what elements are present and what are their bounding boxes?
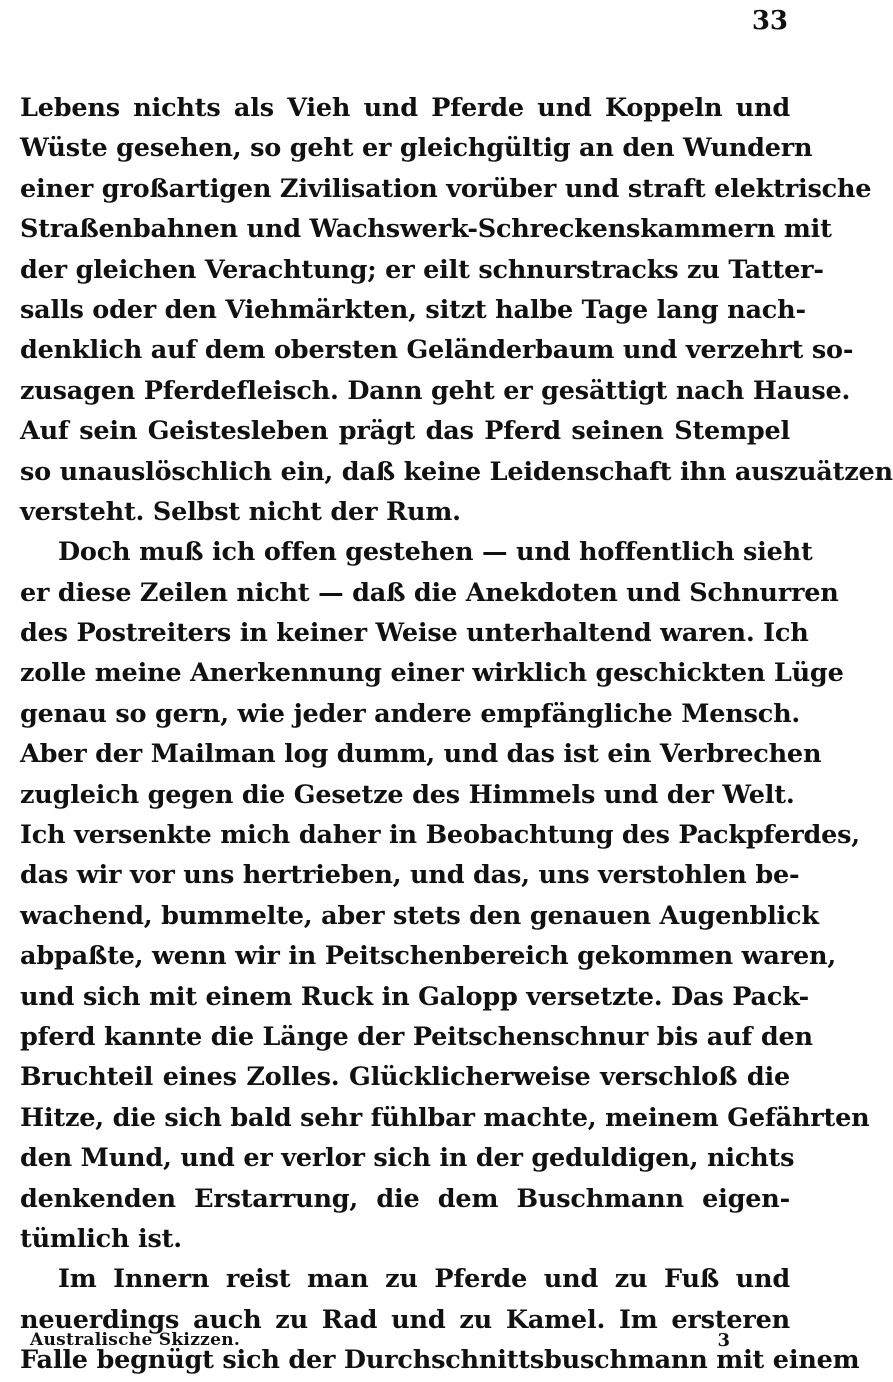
text-line: Doch muß ich offen gestehen — und hoffentlich sieht — [58, 537, 813, 568]
body-text — [20, 88, 893, 1381]
text-line: so unauslöschlich ein, daß keine Leidenschaft ihn auszuätzen — [20, 456, 893, 487]
text-line: zolle meine Anerkennung einer wirklich geschickten Lüge — [20, 658, 844, 689]
text-line: denkenden Erstarrung, die dem Buschmann eigen- — [20, 1183, 790, 1214]
paragraph-3 — [20, 1259, 860, 1380]
text-line: versteht. Selbst nicht der Rum. — [20, 496, 461, 527]
text-line: Falle begnügt sich der Durchschnittsbuschmann mit einem — [20, 1345, 860, 1376]
text-line: Lebens nichts als Vieh und Pferde und Koppeln und — [20, 93, 790, 123]
text-line: abpaßte, wenn wir in Peitschenbereich gekommen waren, — [20, 941, 837, 972]
text-line: genau so gern, wie jeder andere empfängliche Mensch. — [20, 698, 801, 729]
text-line: einer großartigen Zivilisation vorüber und straft elektrische — [20, 173, 872, 204]
text-line: des Postreiters in keiner Weise unterhaltend waren. Ich — [20, 618, 809, 649]
text-line: Auf sein Geistesleben prägt das Pferd seinen Stempel — [20, 416, 790, 447]
text-line: Aber der Mailman log dumm, und das ist ein Verbrechen — [20, 739, 822, 770]
text-line: tümlich ist. — [20, 1223, 182, 1254]
text-line: salls oder den Viehmärkten, sitzt halbe Tage lang nach- — [20, 294, 806, 325]
paragraph-1 — [20, 88, 893, 532]
text-line: Straßenbahnen und Wachswerk-Schreckenskammern mit — [20, 214, 832, 245]
text-line: Hitze, die sich bald sehr fühlbar machte, meinem Gefährten — [20, 1102, 870, 1133]
page-footer — [30, 1330, 730, 1360]
text-line: Wüste gesehen, so geht er gleichgültig an den Wundern — [20, 133, 813, 164]
text-line: pferd kannte die Länge der Peitschenschnur bis auf den — [20, 1021, 813, 1052]
text-line: Ich versenkte mich daher in Beobachtung des Packpferdes, — [20, 820, 860, 851]
text-line: das wir vor uns hertrieben, und das, uns verstohlen be- — [20, 860, 800, 891]
text-line: er diese Zeilen nicht — daß die Anekdoten und Schnurren — [20, 577, 839, 608]
sheet-number: 3 — [717, 1330, 730, 1351]
text-line: wachend, bummelte, aber stets den genauen Augenblick — [20, 900, 819, 931]
text-line: der gleichen Verachtung; er eilt schnurstracks zu Tatter- — [20, 254, 824, 285]
text-line: zusagen Pferdefleisch. Dann geht er gesättigt nach Hause. — [20, 375, 851, 406]
text-line: denklich auf dem obersten Geländerbaum und verzehrt so- — [20, 335, 854, 366]
text-line: zugleich gegen die Gesetze des Himmels und der Welt. — [20, 779, 795, 810]
page-number: 33 — [751, 6, 788, 36]
signature-mark: Australische Skizzen. — [30, 1330, 241, 1350]
text-line: Bruchteil eines Zolles. Glücklicherweise verschloß die — [20, 1062, 790, 1093]
text-line: Im Innern reist man zu Pferde und zu Fuß und — [58, 1264, 790, 1295]
text-line: und sich mit einem Ruck in Galopp versetzte. Das Pack- — [20, 981, 809, 1012]
text-line: den Mund, und er verlor sich in der geduldigen, nichts — [20, 1143, 795, 1174]
text-line: neuerdings auch zu Rad und zu Kamel. Im ersteren — [20, 1304, 790, 1335]
paragraph-2 — [20, 532, 870, 1259]
